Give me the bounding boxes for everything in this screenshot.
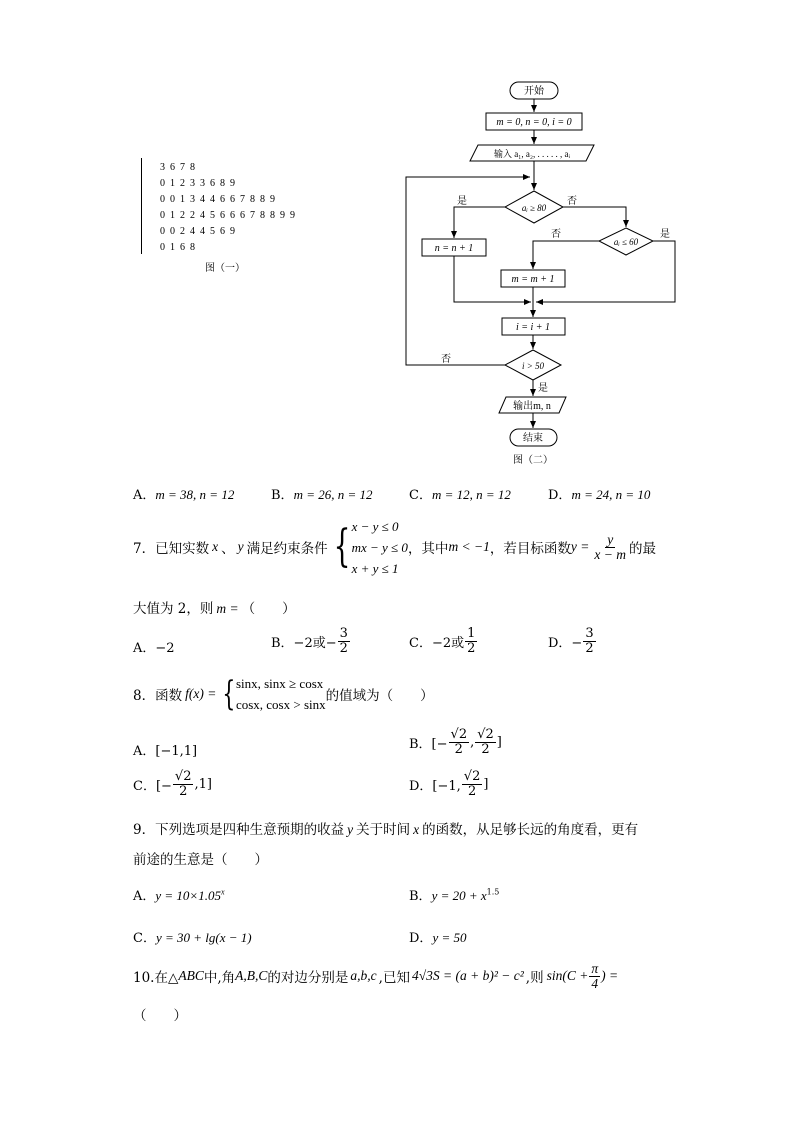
yes3-label: 是 — [538, 383, 548, 394]
yes1-label: 是 — [457, 196, 467, 207]
q6-option-a: A．m = 38, n = 12 — [133, 487, 235, 503]
q8-option-c: C．[− $\frac{√2}{2}$ ,1] — [133, 769, 212, 799]
q6-option-b: B．m = 26, n = 12 — [271, 487, 373, 503]
q10-stem-line2: （ ） — [133, 1008, 187, 1024]
constraint-system: x − y ≤ 0 mx − y ≤ 0 x + y ≤ 1 — [351, 518, 408, 576]
objective-fraction: $\frac{y}{x - m}$ — [594, 531, 627, 562]
piecewise-cases: sinx, sinx ≥ cosx cosx, cosx > sinx — [235, 676, 326, 712]
q7-option-a: A．−2 — [133, 641, 175, 656]
figure2-caption: 图（二） — [513, 455, 553, 466]
cond1-label: aᵢ ≥ 80 — [521, 203, 547, 213]
q7-stem-line2: 大值为 2，则 m = （ ） — [133, 601, 296, 617]
m-increment-label: m = m + 1 — [511, 274, 555, 285]
no3-label: 否 — [441, 354, 451, 365]
q9-option-c: C．y = 30 + lg(x − 1) — [133, 930, 252, 946]
no1-label: 否 — [567, 196, 577, 207]
q7-stem: 7．已知实数 x 、 y 满足约束条件 { x − y ≤ 0 mx − y ≤ 0 x + y ≤ 1 ，其中 m < −1 ，若目标函数 y = $\frac{y}{x - m}$ 的最 — [133, 514, 656, 580]
q6-option-c: C．m = 12, n = 12 — [409, 487, 511, 503]
yes2-label: 是 — [660, 229, 670, 240]
stem-leaf-row: 0 1 6 8 — [160, 242, 195, 253]
q8-option-d: D．[−1, $\frac{√2}{2}$ ] — [409, 769, 489, 799]
end-label: 结束 — [523, 433, 543, 444]
left-brace: { — [222, 674, 236, 714]
n-increment-label: n = n + 1 — [434, 243, 474, 254]
input-label: 输入 a₁, a₂, . . . . . , aᵢ — [494, 149, 570, 159]
q9-stem: 9．下列选项是四种生意预期的收益 y 关于时间 x 的函数，从足够长远的角度看，更有 — [133, 822, 639, 838]
stem-leaf-row: 0 1 2 3 3 6 8 9 — [160, 178, 235, 189]
stem-leaf-row: 0 1 2 2 4 5 6 6 6 7 8 8 9 9 — [160, 210, 295, 221]
left-brace: { — [333, 521, 350, 572]
stem-leaf-row: 0 0 2 4 4 5 6 9 — [160, 226, 235, 237]
output-label: 输出m, n — [513, 401, 551, 412]
start-label: 开始 — [524, 86, 544, 97]
pi-over-4: $\frac{\pi}{4}$ — [591, 960, 599, 991]
q9-option-d: D．y = 50 — [409, 930, 467, 946]
q7-option-b: B．−2或− $\frac{3}{2}$ — [271, 626, 348, 656]
i-increment-label: i = i + 1 — [515, 322, 551, 333]
cond2-label: aᵢ ≤ 60 — [613, 237, 639, 247]
stem-leaf-row: 3 6 7 8 — [160, 162, 195, 173]
q6-option-d: D．m = 24, n = 10 — [548, 487, 651, 503]
q10-stem: 10.在△ ABC 中,角 A,B,C 的对边分别是 a,b,c ,已知 4√3S = (a + b)² − c² ,则 sin(C + $\frac{\pi}{4}$ ) = — [133, 960, 619, 991]
figure1-caption: 图（一） — [205, 263, 245, 274]
q9-option-b: B．$y = 20 + x^{1.5}$ — [409, 887, 500, 904]
q8-stem: 8．函数 f(x) = { sinx, sinx ≥ cosx cosx, cosx > sinx 的值域为（ ） — [133, 674, 434, 714]
q9-stem-line2: 前途的生意是（ ） — [133, 852, 268, 868]
no2-label: 否 — [551, 229, 561, 240]
cond3-label: i > 50 — [521, 361, 545, 371]
flowchart — [0, 0, 794, 480]
q8-option-b: B．[− $\frac{√2}{2}$ , $\frac{√2}{2}$ ] — [409, 727, 502, 757]
q9-option-a: A．$y = 10\times 1.05^x$ — [133, 887, 225, 904]
q7-option-d: D．− $\frac{3}{2}$ — [548, 626, 594, 656]
q7-option-c: C．−2或 $\frac{1}{2}$ — [409, 626, 476, 656]
init-label: m = 0, n = 0, i = 0 — [496, 117, 572, 128]
q8-option-a: A．[−1,1] — [133, 744, 198, 759]
stem-leaf-row: 0 0 1 3 4 4 6 6 7 8 8 9 — [160, 194, 275, 205]
